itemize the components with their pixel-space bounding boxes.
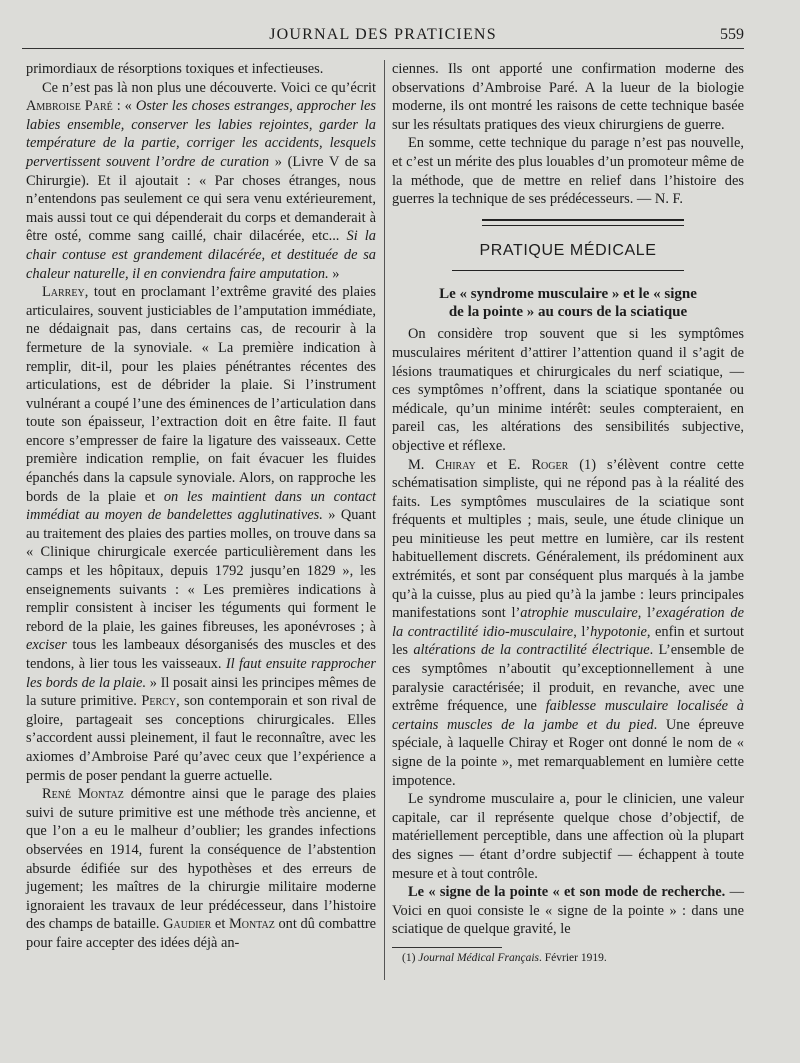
italic-quote: Oster les choses estranges, approcher les labies ensemble, conserver les labies rejointes, garder la température de la partie, corriger les accidents, lesquels pervertissent souvent l’ordre de curation	[26, 98, 376, 170]
italic-term: hypotonie	[590, 623, 647, 640]
left-column	[26, 60, 376, 953]
author-name: Larrey	[42, 284, 85, 301]
article-title-line: Le « syndrome musculaire » et le « signe	[439, 286, 697, 303]
italic-term: altérations de la contractilité électrique	[413, 642, 650, 659]
author-name: Chiray	[435, 456, 476, 473]
author-name: Ambroise Paré	[26, 98, 113, 115]
paragraph: primordiaux de résorptions toxiques et infectieuses.	[26, 61, 324, 77]
footnote: (1) Journal Médical Français. Février 1919.	[402, 951, 607, 964]
italic-term: exagération de la contractilité idio-musculaire	[392, 605, 744, 640]
paragraph: Le « signe de la pointe « et son mode de recherche. — Voici en quoi consiste le « signe de la pointe » : dans une sciatique de quelque gravité, le	[392, 884, 744, 938]
section-separator	[482, 219, 684, 226]
article-title-line: de la pointe » au cours de la sciatique	[448, 304, 688, 321]
page-header	[22, 24, 744, 49]
page-number: 559	[720, 26, 744, 43]
author-name: Montaz	[228, 916, 275, 933]
paragraph: Ce n’est pas là non plus une découverte. Voici ce qu’écrit Ambroise Paré : « Oster les choses estranges, approcher les labies ensemble, conserver les labies rejointes, garder la température de la partie, corriger les accidents, lesquels pervertissent souvent l’ordre de curation » (Livre V de sa Chirurgie). Et il ajoutait : « Par choses étranges, nous n’entendons pas seulement ce qui sera venu extérieurement, mais aussi tout ce qui dépenderait du corps et demanderait à être osté, comme sang caillé, chair dilacérée, etc... Si la chair contuse est grandement dilacérée, et destituée de sa chaleur naturelle, il en conviendra faire amputation. »	[26, 79, 376, 282]
bold-subheading: Le « signe de la pointe « et son mode de recherche.	[408, 884, 726, 901]
paragraph: Le syndrome musculaire a, pour le clinicien, une valeur capitale, car il représente quelque chose d’objectif, de matériellement perceptible, dans une affection où la plupart des signes — étant d’ordre subjectif — échappent à toute mesure et à tout contrôle.	[392, 791, 744, 882]
paragraph: On considère trop souvent que si les symptômes musculaires méritent d’attirer l’attention quand il s’agit de lésions traumatiques et chirurgicales du nerf sciatique, — ces symptômes n’offrent, dans la sciatique spontanée ou médicale, qu’un minime intérêt: seules compteraient, en pareil cas, les altérations des sensibilités subjective, objective et réflexe.	[392, 326, 744, 454]
italic-term: faiblesse musculaire localisée à certains muscles de la jambe et du pied	[392, 698, 744, 733]
paragraph: Larrey, tout en proclamant l’extrême gravité des plaies articulaires, souvent justiciables de l’amputation immédiate, ne dédaignait pas, dans certains cas, de recourir à la fermeture de la synoviale. « La première indication à remplir, dit-il, pour les plaies pénétrantes récentes des articulations, est de débrider la plaie. Si l’instrument vulnérant a coupé l’une des éminences de l’articulation dans toute son épaisseur, l’extraction doit en être faite. Il faut encore s’empresser de faire la ligature des vaisseaux. Cette première indication remplie, on fait évacuer les fluides épanchés dans la capsule synoviale. Alors, on rapproche les bords de la plaie et on les maintient dans un contact immédiat au moyen de bandelettes agglutinatives. » Quant au traitement des plaies des parties molles, on trouve dans sa « Clinique chirurgicale exercée particulièrement dans les camps et les hôpitaux, depuis 1792 jusqu’en 1829 », les enseignements suivants : « Les premières indications à remplir consistent à inciser les téguments qui forment le rebord de la plaie, les gaines fibreuses, les aponévroses ; à exciser tous les lambeaux désorganisés des muscles et des tendons, à lier tous les vaisseaux. Il faut ensuite rapprocher les bords de la plaie. » Il posait ainsi les principes mêmes de la suture primitive. Percy, son contemporain et son rival de gloire, partageait ses conceptions chirurgicales. Elles s’accordent aussi pleinement, il faut le reconnaître, avec les axiomes d’Ambroise Paré qu’avec ceux que l’expérience a permis de poser pendant la guerre actuelle.	[26, 284, 377, 784]
paragraph: M. Chiray et E. Roger (1) s’élèvent contre cette schématisation simpliste, qui ne répond pas à la réalité des faits. Les symptômes musculaires de la sciatique sont fréquents et multiples ; mais, seule, une étude clinique un peu minitieuse les peut mettre en lumière, car ils restent habituellement discrets. Généralement, ils prédominent aux extrémités, et sont par conséquent plus marqués à la jambe qu’à la cuisse, plus au pied qu’à la jambe : leurs principales manifestations sont l’atrophie musculaire, l’exagération de la contractilité idio-musculaire, l’hypotonie, enfin et surtout les altérations de la contractilité électrique. L’ensemble de ces symptômes n’aboutit qu’exceptionnellement à une paralysie caractérisée; il produit, en revanche, avec une extrême fréquence, une faiblesse musculaire localisée à certains muscles de la jambe et du pied. Une épreuve spéciale, à laquelle Chiray et Roger ont donné le nom de « signe de la pointe », met remarquablement en lumière cette impotence.	[392, 456, 745, 789]
author-name: René Montaz	[42, 786, 124, 803]
author-name: Gaudier	[163, 916, 212, 933]
column-divider	[384, 60, 385, 980]
italic-quote: Si la chair contuse est grandement dilacérée, et destituée de sa chaleur naturelle, il en conviendra faire amputation.	[26, 228, 376, 282]
italic-quote: Il faut ensuite rapprocher les bords de la plaie.	[26, 656, 376, 691]
section-rule	[452, 270, 684, 271]
running-title: JOURNAL DES PRATICIENS	[269, 26, 497, 43]
author-name: Roger	[531, 456, 569, 473]
footnote-rule	[392, 947, 502, 948]
paragraph: René Montaz démontre ainsi que le parage des plaies suivi de suture primitive est une méthode très ancienne, et que l’on a eu le malheur d’oublier; les grandes infections observées en 1914, furent la conséquence de l’abstention absurde édifiée sur des hypothèses et des erreurs de jugement; les maîtres de la chirurgie militaire moderne ignoraient les travaux de leur prédécesseur, dans l’histoire des champs de bataille. Gaudier et Montaz ont dû combattre pour faire accepter des idées déjà an-	[26, 786, 376, 951]
italic-word: exciser	[26, 637, 67, 654]
author-name: Percy	[141, 693, 177, 710]
article-title	[392, 285, 744, 321]
right-column	[392, 60, 744, 965]
paragraph: En somme, cette technique du parage n’est pas nouvelle, et c’est un mérite des plus louables d’un promoteur même de la méthode, que de mettre en relief dans l’histoire des guerres la technique de ses prédécesseurs. — N. F.	[392, 135, 744, 208]
paragraph: ciennes. Ils ont apporté une confirmation moderne des observations d’Ambroise Paré. A la lueur de la biologie moderne, ils ont montré les raisons de cette technique basée sur les résultats pratiques des vieux chirurgiens de guerre.	[392, 61, 744, 133]
italic-quote: on les maintient dans un contact immédiat au moyen de bandelettes agglutinatives.	[26, 488, 376, 524]
italic-term: atrophie musculaire	[520, 605, 638, 622]
section-title: PRATIQUE MÉDICALE	[479, 241, 657, 259]
